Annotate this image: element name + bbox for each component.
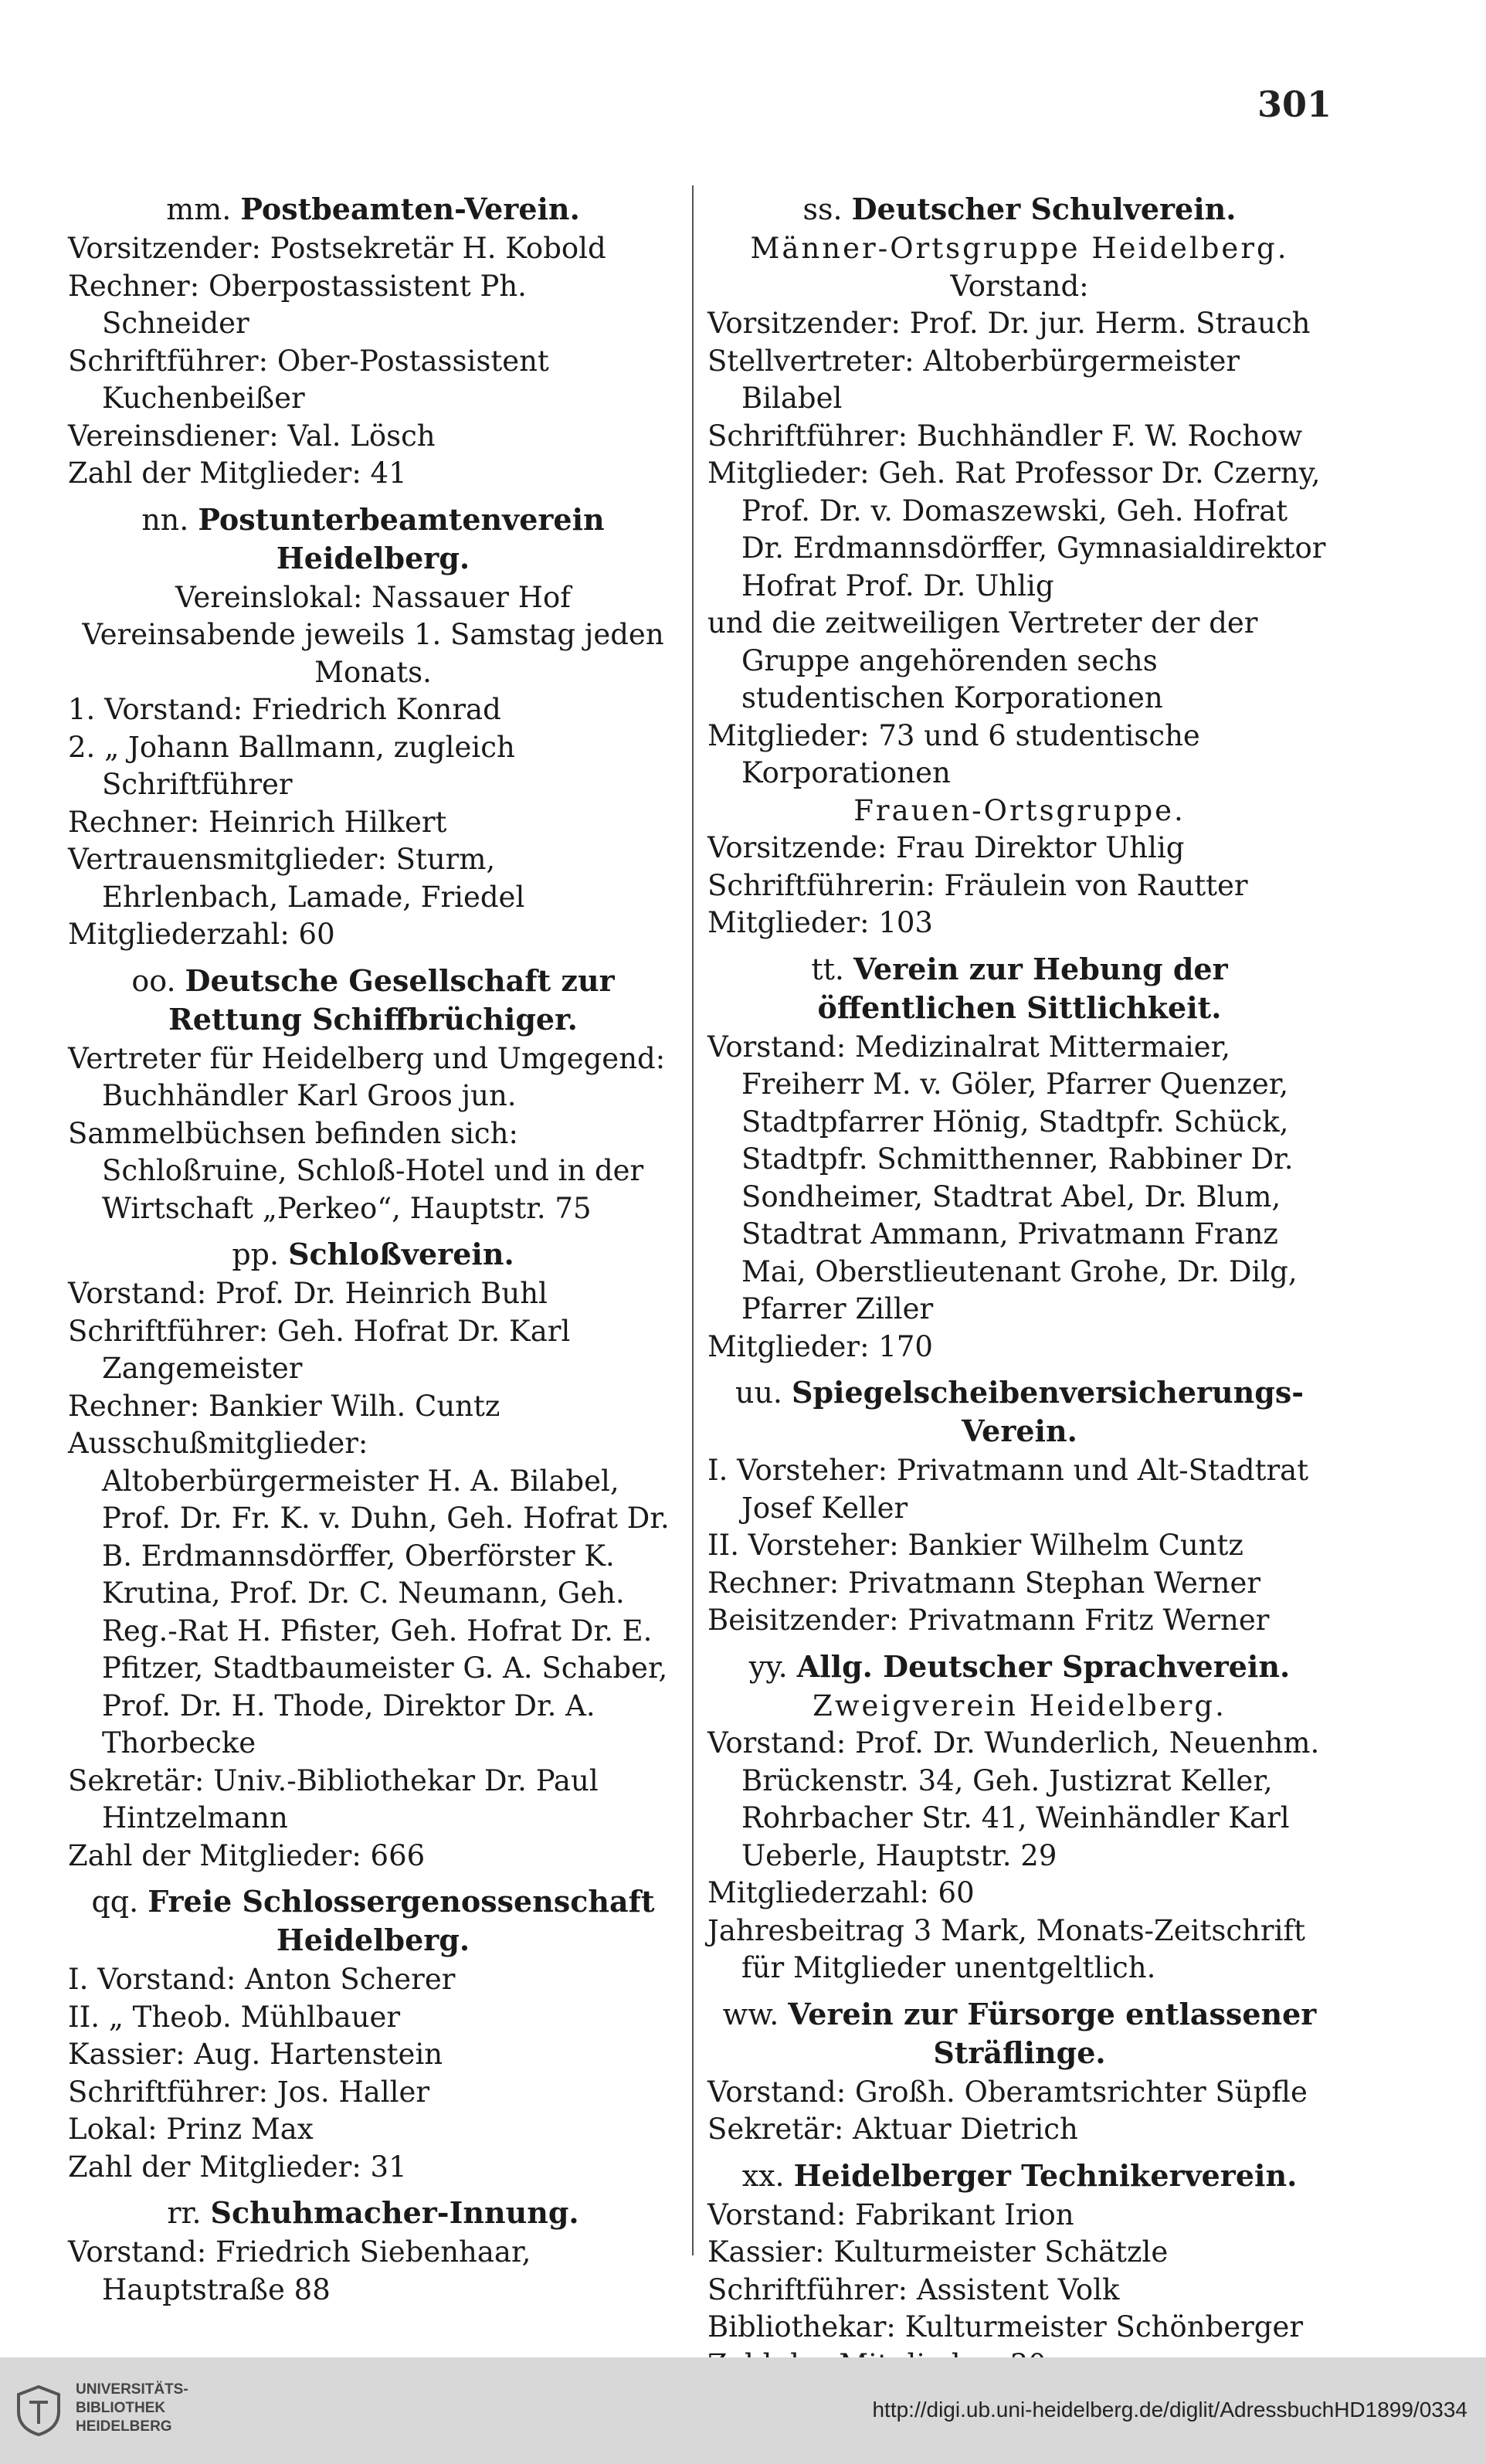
member-line: Vorstand: Prof. Dr. Wunderlich, Neuenhm. Brückenstr. 34, Geh. Justizrat Keller, Rohrbacher Str. 41, Weinhändler Karl Ueberle, Hauptstr. 29 xyxy=(707,1726,1320,1872)
left-column xyxy=(68,185,678,2316)
member-line: Mitglieder: 170 xyxy=(707,1329,933,1363)
library-name-line: UNIVERSITÄTS- xyxy=(76,2381,188,2398)
society-title: Schuhmacher-Innung. xyxy=(210,2195,579,2230)
society-heading xyxy=(707,190,1332,229)
society-entry xyxy=(68,962,678,1228)
column-divider xyxy=(692,185,694,2255)
society-heading xyxy=(68,501,678,578)
library-seal-icon xyxy=(14,2384,63,2438)
member-line: Vorstand: Prof. Dr. Heinrich Buhl xyxy=(68,1277,548,1310)
society-label: uu. xyxy=(735,1376,782,1410)
member-line: II. Vorsteher: Bankier Wilhelm Cuntz xyxy=(707,1529,1243,1562)
member-line: Schriftführer: Geh. Hofrat Dr. Karl Zangemeister xyxy=(68,1314,571,1385)
society-heading xyxy=(707,2157,1332,2195)
member-line: Zahl der Mitglieder: 666 xyxy=(68,1838,426,1872)
member-line: Kassier: Kulturmeister Schätzle xyxy=(707,2235,1169,2269)
society-subgroup: Frauen-Ortsgruppe. xyxy=(853,793,1186,827)
member-line: Mitgliederzahl: 60 xyxy=(707,1876,975,1909)
member-line: Vereinsdiener: Val. Lösch xyxy=(68,419,436,453)
library-name-line: BIBLIOTHEK xyxy=(76,2400,166,2416)
member-line: Mitglieder: 73 und 6 studentische Korporationen xyxy=(707,718,1200,789)
member-line: 2. „ Johann Ballmann, zugleich Schriftführer xyxy=(68,730,515,801)
society-heading xyxy=(68,1235,678,1274)
society-title: Deutscher Schulverein. xyxy=(851,192,1237,226)
society-label: ww. xyxy=(722,1997,779,2031)
viewer-footer xyxy=(0,2357,1486,2464)
member-line: Vertrauensmitglieder: Sturm, Ehrlenbach, Lamade, Friedel xyxy=(68,843,525,914)
society-heading xyxy=(68,1882,678,1960)
member-line: II. „ Theob. Mühlbauer xyxy=(68,2000,401,2034)
society-subgroup: Männer-Ortsgruppe Heidelberg. xyxy=(750,232,1289,265)
member-line: Rechner: Privatmann Stephan Werner xyxy=(707,1566,1261,1600)
society-title: Heidelberger Technikerverein. xyxy=(793,2157,1298,2193)
society-title: Postbeamten-Verein. xyxy=(240,192,580,226)
society-heading xyxy=(68,2194,678,2232)
society-heading xyxy=(707,950,1332,1027)
society-entry xyxy=(68,2194,678,2309)
member-line: 1. Vorstand: Friedrich Konrad xyxy=(68,693,501,726)
society-label: qq. xyxy=(91,1885,139,1919)
member-line: Vorstand: Fabrikant Irion xyxy=(707,2198,1074,2232)
society-title: Verein zur Hebung der öffentlichen Sittlichkeit. xyxy=(817,951,1228,1025)
member-line: Sammelbüchsen befinden sich: Schloßruine, Schloß-Hotel und in der Wirtschaft „Perkeo“, Hauptstr. 75 xyxy=(68,1116,644,1225)
member-line: Schriftführerin: Fräulein von Rautter xyxy=(707,868,1248,902)
society-entry xyxy=(707,1373,1332,1640)
society-label: pp. xyxy=(232,1237,280,1271)
society-label: rr. xyxy=(167,2196,202,2230)
member-line: und die zeitweiligen Vertreter der der Gruppe angehörenden sechs studentischen Korporationen xyxy=(707,606,1258,714)
member-line: Beisitzender: Privatmann Fritz Werner xyxy=(707,1604,1270,1637)
society-heading xyxy=(707,1373,1332,1451)
society-subgroup: Zweigverein Heidelberg. xyxy=(813,1688,1226,1722)
society-label: xx. xyxy=(741,2158,785,2193)
society-title: Postunterbeamtenverein Heidelberg. xyxy=(198,501,605,575)
society-label: oo. xyxy=(131,963,176,998)
member-line: Vorsitzende: Frau Direktor Uhlig xyxy=(707,831,1185,864)
member-line: Lokal: Prinz Max xyxy=(68,2113,314,2146)
member-line: Vorstand: Friedrich Siebenhaar, Hauptstraße 88 xyxy=(68,2235,531,2306)
member-line: Rechner: Heinrich Hilkert xyxy=(68,805,447,839)
society-label: nn. xyxy=(141,502,189,537)
society-title: Spiegelscheibenversicherungs-Verein. xyxy=(792,1375,1304,1448)
member-line: Stellvertreter: Altoberbürgermeister Bilabel xyxy=(707,344,1240,415)
society-label: tt. xyxy=(811,952,845,986)
society-entry xyxy=(707,2157,1332,2384)
society-title: Allg. Deutscher Sprachverein. xyxy=(796,1648,1291,1684)
member-line: Vorsitzender: Postsekretär H. Kobold xyxy=(68,232,606,265)
society-entry xyxy=(68,1235,678,1875)
society-title: Schloßverein. xyxy=(288,1237,514,1271)
member-line: I. Vorsteher: Privatmann und Alt-Stadtrat Josef Keller xyxy=(707,1454,1309,1525)
society-entry xyxy=(68,1882,678,2186)
member-line: Sekretär: Aktuar Dietrich xyxy=(707,2113,1078,2146)
society-heading xyxy=(68,962,678,1039)
society-title: Deutsche Gesellschaft zur Rettung Schiffbrüchiger. xyxy=(168,962,615,1037)
society-entry xyxy=(707,1995,1332,2149)
society-note: Vorstand: xyxy=(950,269,1089,303)
member-line: Schriftführer: Assistent Volk xyxy=(707,2272,1120,2306)
member-line: Vorsitzender: Prof. Dr. jur. Herm. Strauch xyxy=(707,307,1311,340)
member-line: Rechner: Bankier Wilh. Cuntz xyxy=(68,1389,500,1423)
page-number: 301 xyxy=(1257,83,1332,125)
society-title: Verein zur Fürsorge entlassener Sträflinge. xyxy=(788,1996,1317,2070)
society-entry xyxy=(707,1648,1332,1987)
member-line: Rechner: Oberpostassistent Ph. Schneider xyxy=(68,269,527,340)
society-heading xyxy=(68,190,678,229)
library-name xyxy=(76,2381,188,2436)
member-line: Vorstand: Medizinalrat Mittermaier, Freiherr M. v. Göler, Pfarrer Quenzer, Stadtpfarrer Hönig, Stadtpfr. Schück, Stadtpfr. Schmitthenner, Rabbiner Dr. Sondheimer, Stadtrat Abel, Dr. Blum, Stadtrat Ammann, Privatmann Franz Mai, Oberstlieutenant Grohe, Dr. Dilg, Pfarrer Ziller xyxy=(707,1030,1298,1325)
right-column xyxy=(707,185,1332,2391)
member-line: Vertreter für Heidelberg und Umgegend: Buchhändler Karl Groos jun. xyxy=(68,1041,666,1112)
member-line: Mitglieder: Geh. Rat Professor Dr. Czerny, Prof. Dr. v. Domaszewski, Geh. Hofrat Dr. Erdmannsdörffer, Gymnasialdirektor Hofrat Prof. Dr. Uhlig xyxy=(707,456,1326,602)
member-line: Jahresbeitrag 3 Mark, Monats-Zeitschrift für Mitglieder unentgeltlich. xyxy=(707,1913,1305,1984)
member-line: Kassier: Aug. Hartenstein xyxy=(68,2038,443,2071)
society-heading xyxy=(707,1648,1332,1686)
society-entry xyxy=(707,190,1332,942)
member-line: Bibliothekar: Kulturmeister Schönberger xyxy=(707,2310,1304,2344)
member-line: Vorstand: Großh. Oberamtsrichter Süpfle xyxy=(707,2075,1308,2109)
society-note: Vereinslokal: Nassauer Hof xyxy=(175,580,571,614)
member-line: Schriftführer: Buchhändler F. W. Rochow xyxy=(707,419,1303,453)
society-label: mm. xyxy=(166,192,232,226)
member-line: Mitglieder: 103 xyxy=(707,906,933,939)
library-name-line: HEIDELBERG xyxy=(76,2418,172,2435)
society-entry xyxy=(707,950,1332,1366)
source-url[interactable]: http://digi.ub.uni-heidelberg.de/diglit/AdressbuchHD1899/0334 xyxy=(872,2398,1467,2422)
member-line: Ausschußmitglieder: Altoberbürgermeister H. A. Bilabel, Prof. Dr. Fr. K. v. Duhn, Geh. Hofrat Dr. B. Erdmannsdörffer, Oberförster K. Krutina, Prof. Dr. C. Neumann, Geh. Reg.-Rat H. Pfister, Geh. Hofrat Dr. E. Pfitzer, Stadtbaumeister G. A. Schaber, Prof. Dr. H. Thode, Direktor Dr. A. Thorbecke xyxy=(68,1427,670,1760)
member-line: Zahl der Mitglieder: 31 xyxy=(68,2150,407,2184)
society-heading xyxy=(707,1995,1332,2072)
society-entry xyxy=(68,501,678,954)
member-line: I. Vorstand: Anton Scherer xyxy=(68,1963,456,1996)
member-line: Sekretär: Univ.-Bibliothekar Dr. Paul Hintzelmann xyxy=(68,1763,599,1834)
member-line: Schriftführer: Ober-Postassistent Kuchenbeißer xyxy=(68,344,549,415)
member-line: Mitgliederzahl: 60 xyxy=(68,918,335,951)
society-label: ss. xyxy=(802,192,843,226)
society-entry xyxy=(68,190,678,493)
member-line: Schriftführer: Jos. Haller xyxy=(68,2075,430,2109)
society-label: yy. xyxy=(748,1649,788,1684)
member-line: Zahl der Mitglieder: 41 xyxy=(68,456,407,490)
society-note: Vereinsabende jeweils 1. Samstag jeden Monats. xyxy=(82,618,664,689)
society-title: Freie Schlossergenossenschaft Heidelberg. xyxy=(148,1884,655,1957)
